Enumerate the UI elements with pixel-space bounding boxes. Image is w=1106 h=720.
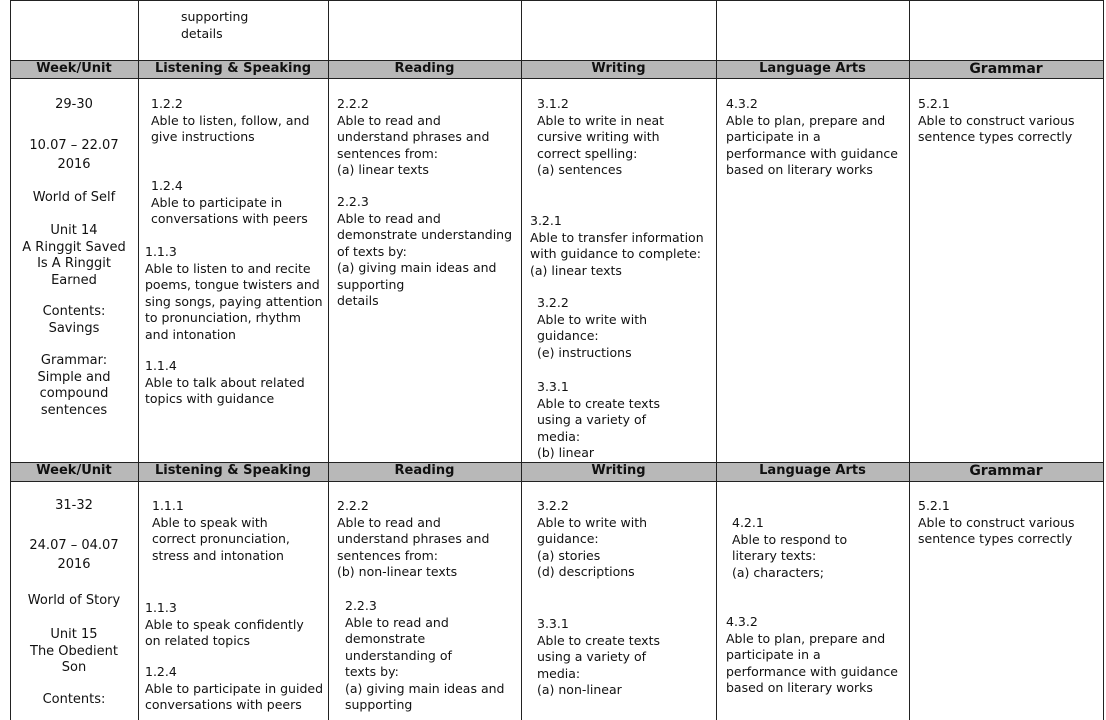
header-grammar: Grammar	[969, 463, 1043, 479]
header-week-unit: Week/Unit	[36, 463, 112, 478]
header-listening-speaking: Listening & Speaking	[154, 463, 312, 478]
rule	[10, 481, 1104, 482]
standard-item: 1.1.1 Able to speak with correct pronunciation, stress and intonation	[152, 498, 290, 563]
rule	[10, 78, 1104, 79]
standard-item: 1.1.3 Able to listen to and recite poems, tongue twisters and sing songs, paying attention to pronunciation, rhythm and intonation	[145, 244, 323, 342]
theme: World of Story	[27, 593, 121, 608]
week-dates: 24.07 – 04.07 2016	[29, 538, 119, 572]
unit-title: Unit 15 The Obedient Son	[30, 627, 118, 675]
standard-item: 1.1.3 Able to speak confidently on related topics	[145, 600, 304, 648]
standard-item: 5.2.1 Able to construct various sentence types correctly	[918, 498, 1075, 546]
standard-item: 2.2.2 Able to read and understand phrases and sentences from: (b) non-linear texts	[337, 498, 490, 579]
header-language-arts: Language Arts	[759, 61, 866, 76]
header-language-arts: Language Arts	[759, 463, 866, 478]
standard-item: 2.2.3 Able to read and demonstrate understanding of texts by: (a) giving main ideas and supporting	[345, 598, 505, 712]
header-writing: Writing	[591, 61, 646, 76]
standard-item: 5.2.1 Able to construct various sentence types correctly	[918, 96, 1075, 144]
col-rule	[1103, 0, 1104, 720]
standard-item: 1.2.4 Able to participate in guided conversations with peers	[145, 664, 324, 712]
col-rule	[328, 0, 329, 720]
contents: Contents:	[42, 692, 106, 707]
standard-item: 3.3.1 Able to create texts using a variety of media: (a) non-linear	[537, 616, 660, 697]
standard-item: 3.3.1 Able to create texts using a variety of media: (b) linear	[537, 379, 660, 460]
header-week-unit: Week/Unit	[36, 61, 112, 76]
standard-item: 3.1.2 Able to write in neat cursive writing with correct spelling: (a) sentences	[537, 96, 665, 177]
header-reading: Reading	[394, 61, 455, 76]
standard-item: 1.2.4 Able to participate in conversations with peers	[151, 178, 308, 226]
standard-item: 4.2.1 Able to respond to literary texts: (a) characters;	[732, 515, 848, 580]
standard-item: 4.3.2 Able to plan, prepare and participate in a performance with guidance based on literary works	[726, 96, 898, 177]
standard-item: 2.2.3 Able to read and demonstrate understanding of texts by: (a) giving main ideas and supporting details	[337, 194, 513, 308]
grammar-note: Grammar: Simple and compound sentences	[37, 353, 111, 418]
theme: World of Self	[32, 190, 116, 205]
standard-item: 3.2.2 Able to write with guidance: (a) stories (d) descriptions	[537, 498, 648, 579]
standard-item: 2.2.2 Able to read and understand phrases and sentences from: (a) linear texts	[337, 96, 490, 177]
col-rule	[138, 0, 139, 720]
standard-item: 1.1.4 Able to talk about related topics with guidance	[145, 358, 305, 406]
continued-text: supporting details	[181, 9, 249, 41]
rule-top	[10, 0, 1104, 1]
col-rule	[716, 0, 717, 720]
col-rule	[909, 0, 910, 720]
standard-item: 3.2.1 Able to transfer information with guidance to complete: (a) linear texts	[530, 213, 704, 278]
unit-title: Unit 14 A Ringgit Saved Is A Ringgit Earned	[22, 223, 126, 288]
header-reading: Reading	[394, 463, 455, 478]
standard-item: 4.3.2 Able to plan, prepare and participate in a performance with guidance based on literary works	[726, 614, 898, 695]
week-number: 31-32	[55, 498, 93, 513]
standard-item: 3.2.2 Able to write with guidance: (e) instructions	[537, 295, 648, 360]
col-rule	[521, 0, 522, 720]
header-writing: Writing	[591, 463, 646, 478]
week-dates: 10.07 – 22.07 2016	[29, 138, 119, 172]
header-grammar: Grammar	[969, 61, 1043, 77]
header-listening-speaking: Listening & Speaking	[154, 61, 312, 76]
contents: Contents: Savings	[42, 304, 106, 336]
standard-item: 1.2.2 Able to listen, follow, and give instructions	[151, 96, 310, 144]
week-number: 29-30	[55, 97, 93, 112]
